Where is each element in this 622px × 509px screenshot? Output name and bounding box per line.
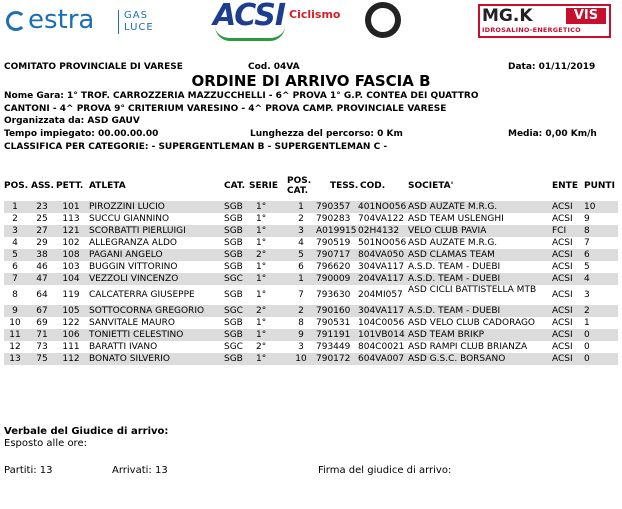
exposed-time-label: Esposto alle ore: — [4, 438, 87, 449]
col-cat: CAT. — [224, 181, 246, 191]
cell-punti: 3 — [584, 290, 590, 300]
col-poscat-top: POS. — [287, 176, 312, 186]
cell-pos: 2 — [12, 214, 18, 224]
cell-cod: 101VB014 — [358, 330, 405, 340]
race-date: Data: 01/11/2019 — [508, 62, 596, 72]
col-societa: SOCIETA' — [408, 181, 454, 191]
cell-societa: A.S.D. TEAM - DUEBI — [408, 262, 501, 272]
cell-pos: 5 — [12, 250, 18, 260]
cell-societa: ASD AUZATE M.R.G. — [408, 238, 498, 248]
estra-ring-icon — [6, 11, 26, 31]
table-row — [0, 353, 622, 365]
cell-atleta: BONATO SILVERIO — [89, 354, 170, 364]
cell-cat: SGB — [224, 330, 243, 340]
finishers-count: Arrivati: 13 — [112, 465, 168, 476]
cell-serie: 1° — [256, 354, 267, 364]
cell-punti: 7 — [584, 238, 590, 248]
cell-serie: 1° — [256, 214, 267, 224]
cell-cod: 304VA117 — [358, 306, 405, 316]
cell-pett: 121 — [62, 226, 80, 236]
cell-pett: 105 — [62, 306, 80, 316]
cell-ass: 75 — [36, 354, 48, 364]
col-ente: ENTE — [552, 181, 578, 191]
cell-societa: A.S.D. TEAM - DUEBI — [408, 274, 501, 284]
cell-ass: 73 — [36, 342, 48, 352]
committee-name: COMITATO PROVINCIALE DI VARESE — [4, 62, 183, 72]
col-cod: COD. — [360, 181, 386, 191]
cell-pos: 11 — [9, 330, 21, 340]
table-row — [0, 213, 622, 225]
sponsor-badge-icon — [365, 2, 401, 38]
cell-ente: ACSI — [552, 274, 573, 284]
col-pett: PETT. — [56, 181, 84, 191]
cell-cat: SGB — [224, 202, 243, 212]
cell-atleta: BARATTI IVANO — [89, 342, 158, 352]
cell-pos: 4 — [12, 238, 18, 248]
cell-poscat: 7 — [298, 290, 304, 300]
cell-cod: 104C0056 — [358, 318, 405, 328]
cell-punti: 8 — [584, 226, 590, 236]
cell-serie: 2° — [256, 250, 267, 260]
cell-cat: SGB — [224, 238, 243, 248]
cell-tess: 796620 — [316, 262, 351, 272]
cell-societa: ASD VELO CLUB CADORAGO — [408, 318, 536, 328]
cell-poscat: 4 — [298, 238, 304, 248]
cell-punti: 9 — [584, 214, 590, 224]
cell-atleta: PAGANI ANGELO — [89, 250, 163, 260]
cell-pett: 113 — [62, 214, 80, 224]
table-row — [0, 237, 622, 249]
cell-ente: ACSI — [552, 342, 573, 352]
cell-tess: 790531 — [316, 318, 351, 328]
cell-poscat: 8 — [298, 318, 304, 328]
cell-ass: 71 — [36, 330, 48, 340]
cell-ass: 23 — [36, 202, 48, 212]
cell-pos: 8 — [12, 290, 18, 300]
cell-poscat: 3 — [298, 342, 304, 352]
cell-poscat: 1 — [298, 202, 304, 212]
mgk-wordmark: MG.K — [482, 6, 533, 26]
cell-tess: 790172 — [316, 354, 351, 364]
cell-ass: 64 — [36, 290, 48, 300]
mgk-vis-label: VIS — [566, 8, 606, 24]
cell-cod: 204MI057 — [358, 290, 403, 300]
cell-ente: ACSI — [552, 214, 573, 224]
cell-atleta: TONIETTI CELESTINO — [89, 330, 184, 340]
cell-atleta: BUGGIN VITTORINO — [89, 262, 178, 272]
cell-pos: 6 — [12, 262, 18, 272]
cell-serie: 1° — [256, 274, 267, 284]
cell-cat: SGB — [224, 318, 243, 328]
cell-pett: 101 — [62, 202, 80, 212]
acsi-swoosh-icon — [215, 26, 285, 41]
estra-logo — [6, 6, 186, 36]
cell-punti: 0 — [584, 354, 590, 364]
cell-cat: SGC — [224, 342, 243, 352]
estra-wordmark: estra — [28, 5, 95, 35]
cell-punti: 1 — [584, 318, 590, 328]
cell-tess: 790160 — [316, 306, 351, 316]
cell-punti: 0 — [584, 342, 590, 352]
cell-punti: 4 — [584, 274, 590, 284]
col-ass: ASS. — [31, 181, 54, 191]
cell-pos: 13 — [9, 354, 21, 364]
cell-ass: 47 — [36, 274, 48, 284]
col-pos: POS. — [4, 181, 29, 191]
race-name-line1: Nome Gara: 1° TROF. CARROZZERIA MAZZUCCHELLI - 6^ PROVA 1° G.P. CONTEA DEI QUATTRO — [4, 91, 479, 101]
cell-ente: ACSI — [552, 250, 573, 260]
starters-count: Partiti: 13 — [4, 465, 53, 476]
cell-atleta: SCORBATTI PIERLUIGI — [89, 226, 186, 236]
cell-cod: 02H4132 — [358, 226, 400, 236]
cell-cat: SGB — [224, 262, 243, 272]
table-row — [0, 341, 622, 353]
cell-pos: 10 — [9, 318, 21, 328]
col-atleta: ATLETA — [89, 181, 126, 191]
cell-cod: 304VA117 — [358, 262, 405, 272]
cell-cod: 604VA007 — [358, 354, 405, 364]
cell-societa: ASD TEAM BRIKP — [408, 330, 485, 340]
table-row — [0, 329, 622, 341]
course-length: Lunghezza del percorso: 0 Km — [250, 129, 403, 139]
acsi-ciclismo-logo — [205, 0, 341, 42]
col-poscat-bottom: CAT. — [287, 186, 309, 196]
cell-poscat: 2 — [298, 306, 304, 316]
cell-ente: ACSI — [552, 238, 573, 248]
acsi-ciclismo-label: Ciclismo — [289, 8, 341, 21]
cell-cat: SGC — [224, 306, 243, 316]
cell-societa: VELO CLUB PAVIA — [408, 226, 487, 236]
cell-ass: 29 — [36, 238, 48, 248]
cell-pos: 12 — [9, 342, 21, 352]
cell-tess: 793449 — [316, 342, 351, 352]
cell-poscat: 3 — [298, 226, 304, 236]
cell-cod: 804C0021 — [358, 342, 405, 352]
cell-tess: 790519 — [316, 238, 351, 248]
cell-poscat: 1 — [298, 274, 304, 284]
cell-societa: ASD CLAMAS TEAM — [408, 250, 495, 260]
table-row — [0, 305, 622, 317]
cell-societa: ASD TEAM USLENGHI — [408, 214, 504, 224]
cell-ass: 38 — [36, 250, 48, 260]
category-list: CLASSIFICA PER CATEGORIE: - SUPERGENTLEMAN B - SUPERGENTLEMAN C - — [4, 142, 388, 152]
cell-atleta: PIROZZINI LUCIO — [89, 202, 165, 212]
cell-pett: 106 — [62, 330, 80, 340]
cell-serie: 1° — [256, 262, 267, 272]
cell-ass: 25 — [36, 214, 48, 224]
cell-serie: 1° — [256, 238, 267, 248]
race-name-line2: CANTONI - 4^ PROVA 9° CRITERIUM VARESINO - 4^ PROVA CAMP. PROVINCIALE VARESE — [4, 104, 447, 114]
cell-serie: 1° — [256, 290, 267, 300]
cell-ente: ACSI — [552, 330, 573, 340]
table-row — [0, 317, 622, 329]
cell-pett: 104 — [62, 274, 80, 284]
cell-tess: 793630 — [316, 290, 351, 300]
cell-cod: 501NO056 — [358, 238, 407, 248]
cell-ente: ACSI — [552, 306, 573, 316]
mgk-vis-logo — [478, 4, 611, 38]
average-speed: Media: 0,00 Km/h — [508, 129, 597, 139]
cell-societa: ASD CICLI BATTISTELLA MTB — [408, 285, 537, 295]
cell-ass: 46 — [36, 262, 48, 272]
cell-ente: ACSI — [552, 262, 573, 272]
cell-tess: A019915 — [316, 226, 357, 236]
time-elapsed: Tempo impiegato: 00.00.00.00 — [4, 129, 159, 139]
table-row — [0, 273, 622, 285]
cell-pett: 108 — [62, 250, 80, 260]
cell-pos: 9 — [12, 306, 18, 316]
estra-divider — [118, 10, 119, 34]
mgk-tagline: IDROSALINO-ENERGETICO — [482, 26, 581, 34]
organizer: Organizzata da: ASD GAUV — [4, 116, 140, 126]
cell-punti: 5 — [584, 262, 590, 272]
table-row — [0, 285, 622, 305]
table-row — [0, 249, 622, 261]
cell-punti: 6 — [584, 250, 590, 260]
cell-societa: A.S.D. TEAM - DUEBI — [408, 306, 501, 316]
acsi-wordmark: ACSI — [213, 0, 286, 33]
cell-poscat: 2 — [298, 214, 304, 224]
cell-ass: 67 — [36, 306, 48, 316]
judge-signature-label: Firma del giudice di arrivo: — [318, 465, 452, 476]
cell-pett: 111 — [62, 342, 80, 352]
cell-tess: 790009 — [316, 274, 351, 284]
cell-punti: 0 — [584, 330, 590, 340]
cell-ente: ACSI — [552, 290, 573, 300]
cell-punti: 2 — [584, 306, 590, 316]
cell-cat: SGB — [224, 290, 243, 300]
cell-poscat: 6 — [298, 262, 304, 272]
cell-pos: 1 — [12, 202, 18, 212]
estra-tagline: GAS LUCE — [124, 10, 154, 33]
cell-ente: ACSI — [552, 354, 573, 364]
committee-code: Cod. 04VA — [248, 62, 300, 72]
cell-ente: ACSI — [552, 318, 573, 328]
cell-cat: SGB — [224, 214, 243, 224]
cell-ass: 69 — [36, 318, 48, 328]
cell-serie: 1° — [256, 226, 267, 236]
cell-atleta: SANVITALE MAURO — [89, 318, 175, 328]
cell-pett: 122 — [62, 318, 80, 328]
cell-atleta: SUCCU GIANNINO — [89, 214, 170, 224]
judge-report-label: Verbale del Giudice di arrivo: — [4, 426, 169, 437]
cell-pett: 112 — [62, 354, 80, 364]
cell-atleta: CALCATERRA GIUSEPPE — [89, 290, 195, 300]
cell-cod: 804VA050 — [358, 250, 405, 260]
cell-cat: SGB — [224, 354, 243, 364]
cell-cat: SGC — [224, 274, 243, 284]
col-punti: PUNTI — [584, 181, 615, 191]
cell-cat: SGB — [224, 226, 243, 236]
cell-ass: 27 — [36, 226, 48, 236]
page-title: ORDINE DI ARRIVO FASCIA B — [191, 72, 431, 90]
col-serie: SERIE — [249, 181, 279, 191]
cell-societa: ASD RAMPI CLUB BRIANZA — [408, 342, 528, 352]
cell-cod: 204VA117 — [358, 274, 405, 284]
cell-atleta: SOTTOCORNA GREGORIO — [89, 306, 205, 316]
cell-poscat: 9 — [298, 330, 304, 340]
cell-tess: 790357 — [316, 202, 351, 212]
cell-societa: ASD AUZATE M.R.G. — [408, 202, 498, 212]
cell-tess: 791191 — [316, 330, 351, 340]
cell-serie: 1° — [256, 202, 267, 212]
cell-poscat: 10 — [295, 354, 307, 364]
cell-pos: 7 — [12, 274, 18, 284]
cell-serie: 1° — [256, 318, 267, 328]
cell-cat: SGB — [224, 250, 243, 260]
cell-pett: 119 — [62, 290, 80, 300]
cell-cod: 704VA122 — [358, 214, 405, 224]
cell-pos: 3 — [12, 226, 18, 236]
cell-pett: 103 — [62, 262, 80, 272]
table-row — [0, 225, 622, 237]
cell-serie: 2° — [256, 306, 267, 316]
cell-atleta: VEZZOLI VINCENZO — [89, 274, 179, 284]
table-row — [0, 201, 622, 213]
cell-serie: 1° — [256, 330, 267, 340]
col-tess: TESS. — [330, 181, 359, 191]
cell-poscat: 5 — [298, 250, 304, 260]
cell-serie: 2° — [256, 342, 267, 352]
table-row — [0, 261, 622, 273]
cell-tess: 790283 — [316, 214, 351, 224]
cell-societa: ASD G.S.C. BORSANO — [408, 354, 506, 364]
cell-pett: 102 — [62, 238, 80, 248]
cell-atleta: ALLEGRANZA ALDO — [89, 238, 177, 248]
cell-ente: ACSI — [552, 202, 573, 212]
cell-ente: FCI — [552, 226, 567, 236]
cell-tess: 790717 — [316, 250, 351, 260]
cell-punti: 10 — [584, 202, 596, 212]
cell-cod: 401NO056 — [358, 202, 407, 212]
